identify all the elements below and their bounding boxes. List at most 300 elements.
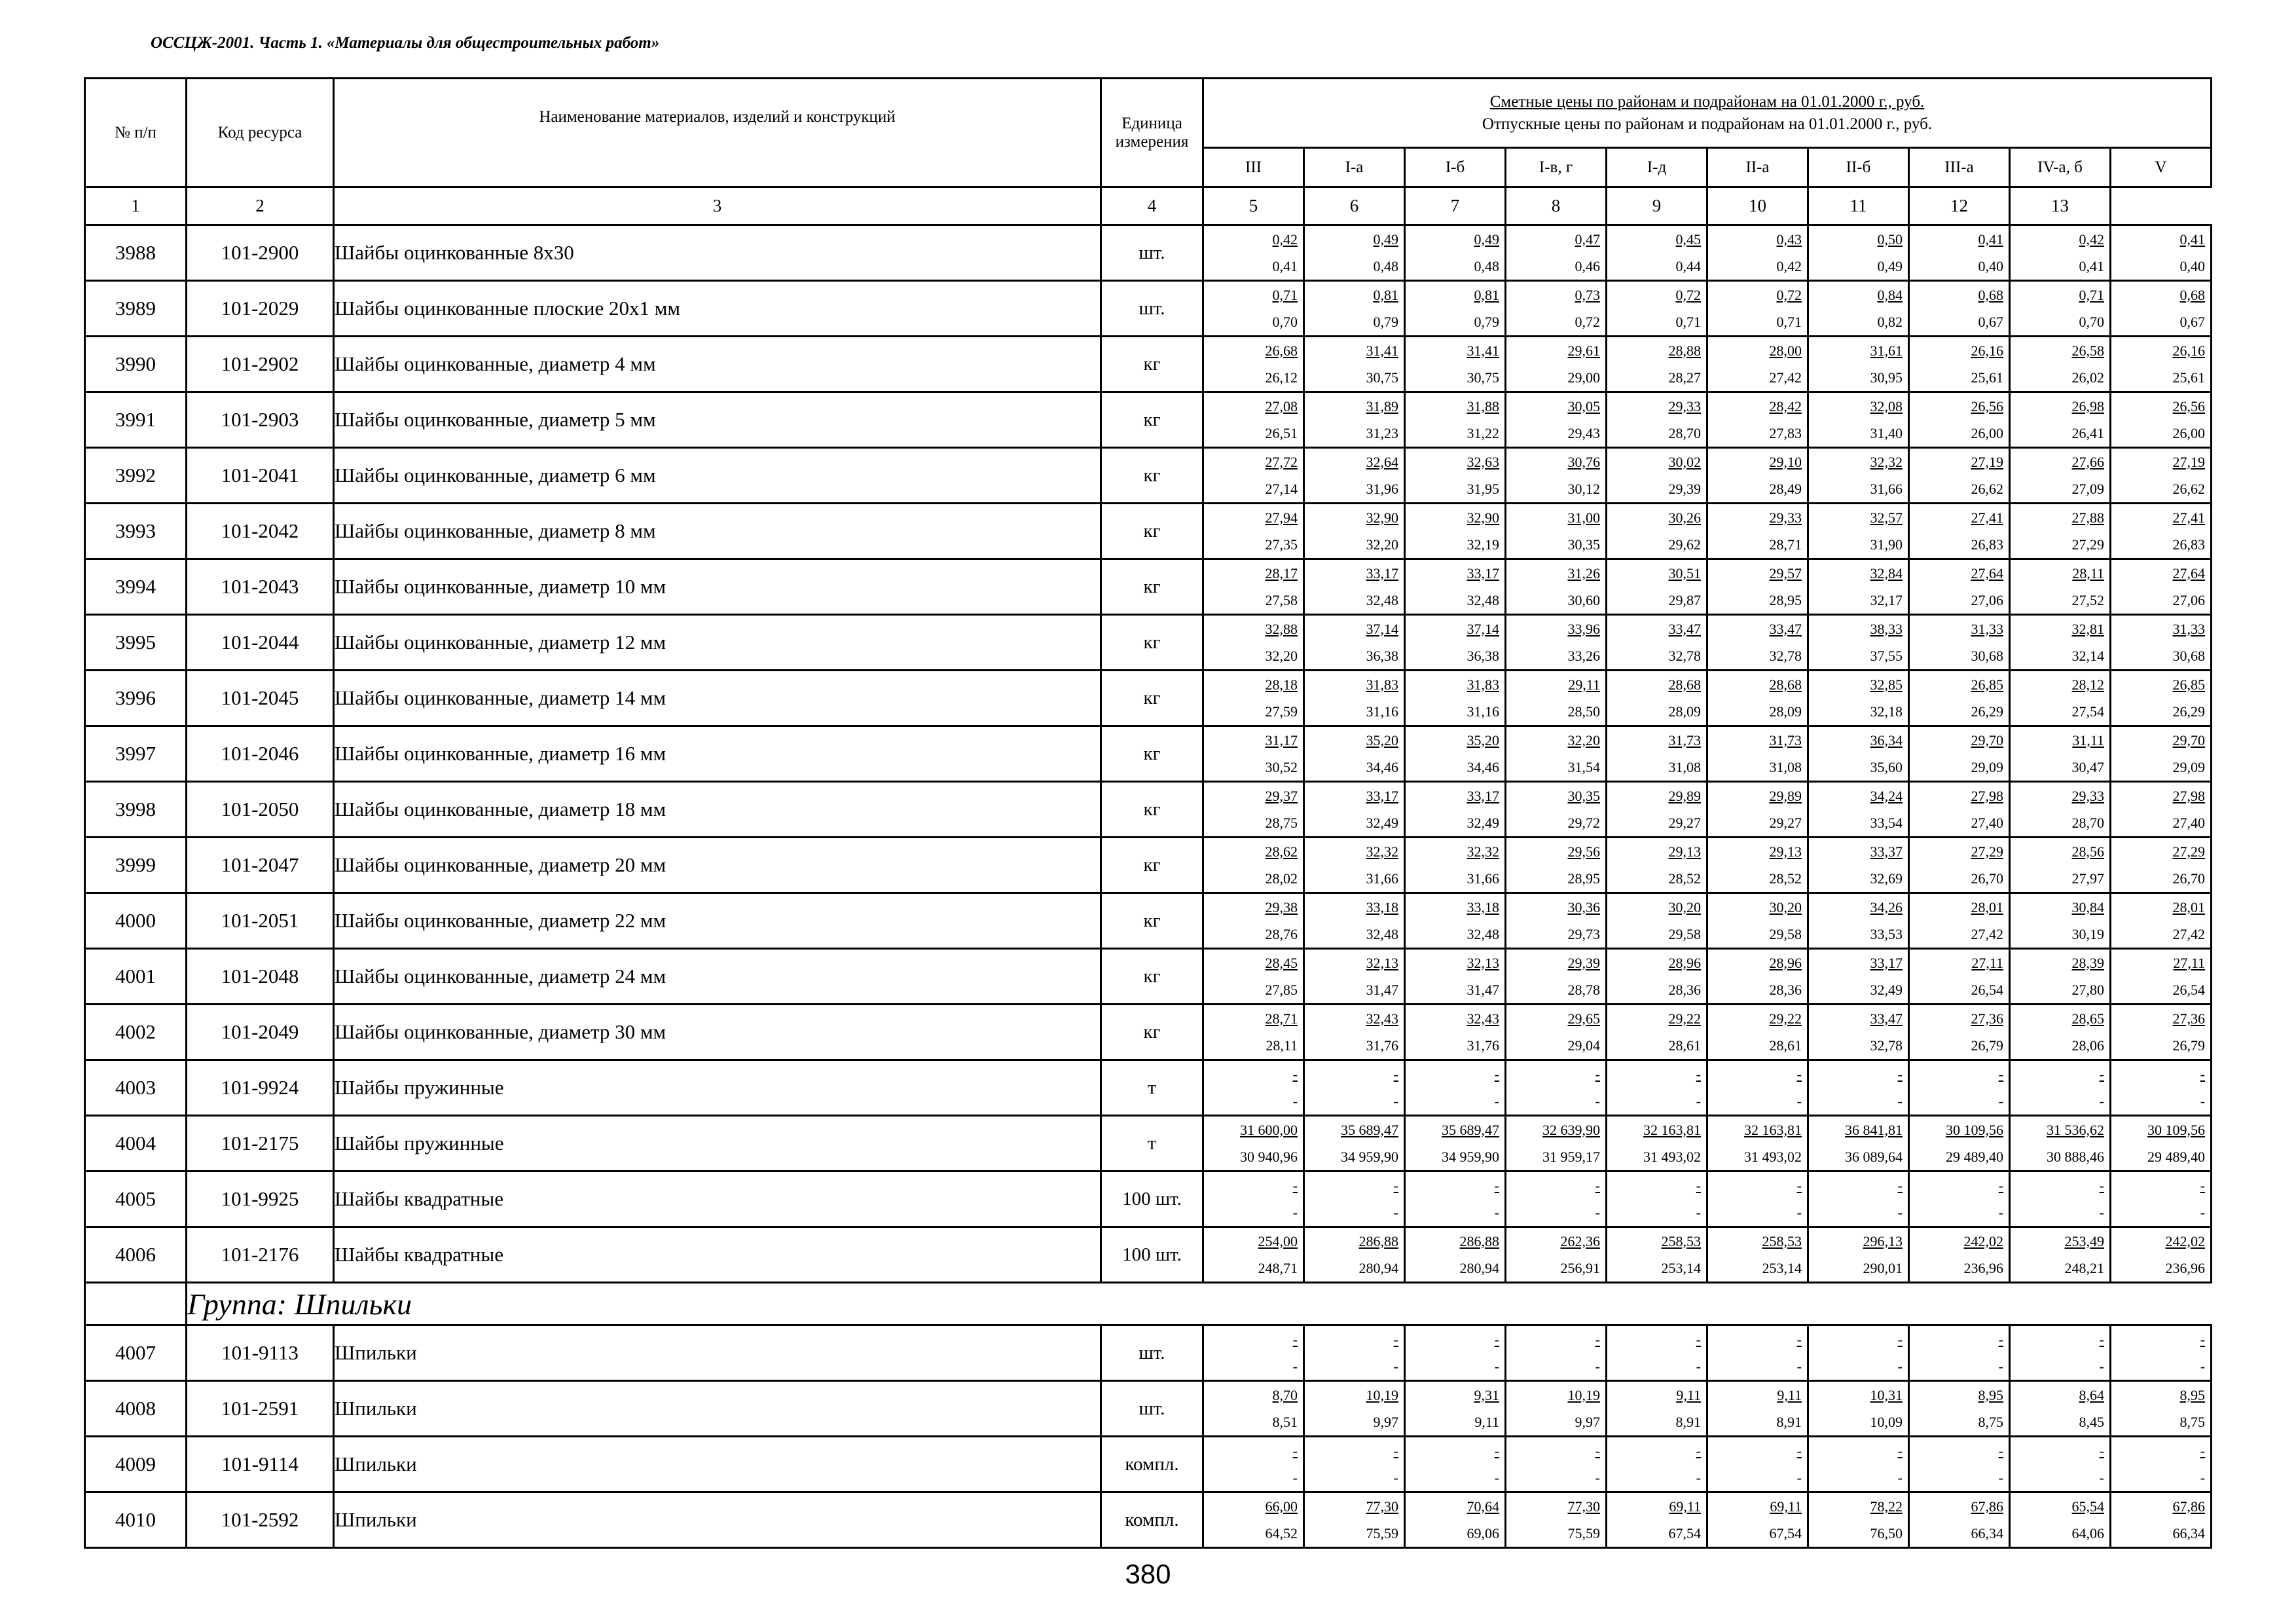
selling-price: 26,79	[2172, 1037, 2206, 1054]
estimate-price-wrap	[1809, 616, 1908, 642]
table-row	[85, 1116, 2212, 1172]
price-cell	[1909, 337, 2010, 392]
column-number: 5	[1203, 187, 1304, 225]
price-pair	[1204, 783, 1303, 836]
selling-price: 29,39	[1668, 480, 1701, 497]
price-pair	[1204, 950, 1303, 1003]
price-cell	[1909, 615, 2010, 671]
estimate-price: 30,84	[2071, 898, 2104, 915]
price-pair	[2011, 838, 2109, 892]
selling-price: 27,80	[2071, 981, 2104, 998]
price-pair	[1406, 671, 1504, 725]
selling-price: 27,42	[1769, 369, 1802, 386]
price-pair	[1809, 449, 1908, 502]
selling-price: 64,06	[2071, 1524, 2104, 1541]
estimate-price-wrap	[2011, 1116, 2109, 1143]
column-number: 8	[1506, 187, 1607, 225]
price-pair	[1506, 337, 1605, 391]
price-pair	[1607, 1228, 1706, 1282]
price-pair	[1708, 226, 1807, 280]
estimate-price-wrap	[1406, 1005, 1504, 1032]
selling-price: 28,70	[2071, 814, 2104, 831]
estimate-price-wrap	[1305, 1493, 1404, 1520]
selling-price: 28,95	[1769, 591, 1802, 608]
price-pair	[2011, 783, 2109, 836]
page-number: 380	[1125, 1559, 1171, 1589]
selling-price: 0,70	[1272, 313, 1298, 330]
price-cell	[1909, 1227, 2010, 1283]
price-pair	[1506, 1493, 1605, 1547]
price-pair	[1809, 393, 1908, 447]
estimate-price: 258,53	[1661, 1232, 1701, 1249]
estimate-price-wrap	[1910, 950, 2009, 976]
estimate-price-wrap	[1708, 282, 1807, 308]
estimate-price-wrap	[1305, 1437, 1404, 1464]
price-cell	[2010, 1492, 2111, 1548]
price-cell	[1607, 225, 1707, 281]
price-pair	[1708, 282, 1807, 335]
estimate-price-wrap	[1607, 1493, 1706, 1520]
estimate-price: 69,11	[1770, 1498, 1802, 1515]
estimate-price: -	[1897, 1331, 1903, 1348]
price-cell	[1203, 1172, 1304, 1227]
estimate-price-wrap	[1809, 950, 1908, 976]
selling-price: 28,27	[1668, 369, 1701, 386]
estimate-price: 28,42	[1769, 397, 1802, 415]
estimate-price-wrap	[1607, 1061, 1706, 1088]
resource-code: 101-2048	[187, 949, 334, 1005]
unit-of-measure: кг	[1101, 615, 1203, 671]
price-pair	[1305, 560, 1404, 614]
estimate-price-wrap	[1204, 727, 1303, 754]
estimate-price-wrap	[1506, 671, 1605, 698]
price-pair	[1406, 449, 1504, 502]
price-cell	[1909, 1437, 2010, 1492]
selling-price: 32,78	[1870, 1037, 1903, 1054]
estimate-price: 31,00	[1567, 509, 1600, 526]
region-header: I-а	[1304, 148, 1405, 187]
selling-price: 28,76	[1265, 925, 1298, 942]
price-cell	[1808, 337, 1909, 392]
price-cell	[1506, 1060, 1607, 1116]
price-cell	[2111, 1437, 2212, 1492]
column-header-name-text: Наименование материалов, изделий и конструкций	[539, 108, 896, 126]
resource-code: 101-2047	[187, 838, 334, 893]
estimate-price-wrap	[1204, 1228, 1303, 1255]
price-cell	[1707, 1116, 1808, 1172]
selling-price: 27,06	[2172, 591, 2206, 608]
selling-price: 26,70	[2172, 870, 2206, 887]
estimate-price: 31,73	[1769, 731, 1802, 748]
material-name: Шайбы пружинные	[334, 1060, 1101, 1116]
row-number: 4005	[85, 1172, 187, 1227]
price-cell	[1304, 392, 1405, 448]
estimate-price: -	[1897, 1442, 1903, 1459]
price-cell	[1607, 1227, 1707, 1283]
price-pair	[2011, 1326, 2109, 1380]
selling-price: 31,66	[1366, 870, 1398, 887]
price-pair	[1406, 1116, 1504, 1170]
estimate-price-wrap	[1607, 1116, 1706, 1143]
estimate-price: 27,64	[1971, 564, 2003, 581]
selling-price: -	[1897, 1092, 1903, 1109]
estimate-price-wrap	[1708, 894, 1807, 921]
selling-price: 27,14	[1265, 480, 1298, 497]
estimate-price-wrap	[1910, 1116, 2009, 1143]
selling-price: 29 489,40	[1946, 1148, 2003, 1165]
column-number: 7	[1405, 187, 1506, 225]
price-cell	[1506, 1437, 1607, 1492]
estimate-price-wrap	[1910, 1326, 2009, 1353]
price-cell	[1808, 1116, 1909, 1172]
estimate-price: 32 163,81	[1744, 1121, 1802, 1138]
estimate-price: 32,32	[1467, 843, 1499, 860]
price-cell	[1203, 337, 1304, 392]
estimate-price: 9,11	[1676, 1386, 1701, 1403]
estimate-price-wrap	[1406, 950, 1504, 976]
estimate-price-wrap	[2111, 671, 2210, 698]
selling-price: 29,27	[1769, 814, 1802, 831]
selling-price: 0,44	[1675, 257, 1701, 274]
price-cell	[1405, 893, 1506, 949]
selling-price: 67,54	[1668, 1524, 1701, 1541]
selling-price: 290,01	[1863, 1259, 1903, 1276]
price-cell	[1405, 392, 1506, 448]
price-pair	[1809, 1493, 1908, 1547]
resource-code: 101-2029	[187, 281, 334, 337]
estimate-price: 0,43	[1776, 231, 1802, 248]
price-pair	[2111, 727, 2210, 781]
price-cell	[2111, 782, 2212, 838]
estimate-price: 31 536,62	[2047, 1121, 2104, 1138]
estimate-price-wrap	[2111, 616, 2210, 642]
estimate-price: 242,02	[1963, 1232, 2003, 1249]
price-cell	[1405, 559, 1506, 615]
price-cell	[1808, 1227, 1909, 1283]
estimate-price-wrap	[1910, 1005, 2009, 1032]
estimate-price-wrap	[1506, 1228, 1605, 1255]
price-cell	[2111, 949, 2212, 1005]
material-name: Шпильки	[334, 1437, 1101, 1492]
estimate-price-wrap	[1809, 838, 1908, 865]
estimate-price-wrap	[1809, 1493, 1908, 1520]
price-cell	[1506, 838, 1607, 893]
estimate-price-wrap	[1406, 727, 1504, 754]
price-cell	[1909, 838, 2010, 893]
estimate-price: 28,12	[2071, 676, 2104, 693]
estimate-price: 33,47	[1870, 1010, 1903, 1027]
selling-price: 29,09	[1971, 758, 2003, 775]
selling-price: 28,61	[1769, 1037, 1802, 1054]
estimate-price-wrap	[1910, 1172, 2009, 1199]
estimate-price-wrap	[1708, 1382, 1807, 1409]
price-cell	[1405, 1437, 1506, 1492]
price-pair	[2011, 1382, 2109, 1435]
price-pair	[1204, 1061, 1303, 1115]
selling-price: 0,40	[2179, 257, 2206, 274]
column-number: 2	[187, 187, 334, 225]
price-cell	[1707, 893, 1808, 949]
estimate-price: -	[2099, 1442, 2104, 1459]
price-cell	[1405, 1227, 1506, 1283]
price-cell	[1203, 782, 1304, 838]
price-cell	[1203, 1116, 1304, 1172]
group-row	[85, 1283, 2212, 1325]
estimate-price: 31,17	[1265, 731, 1298, 748]
estimate-price-wrap	[1204, 449, 1303, 475]
price-cell	[2111, 1060, 2212, 1116]
selling-price: -	[1393, 1204, 1398, 1221]
price-pair	[1204, 449, 1303, 502]
estimate-price: 28,68	[1668, 676, 1701, 693]
row-number: 3988	[85, 225, 187, 281]
price-cell	[1607, 504, 1707, 559]
selling-price: 31,47	[1366, 981, 1398, 998]
price-pair	[1406, 1326, 1504, 1380]
table-row	[85, 559, 2212, 615]
resource-code: 101-2900	[187, 225, 334, 281]
selling-price: 28,02	[1265, 870, 1298, 887]
price-pair	[2111, 616, 2210, 669]
estimate-price-wrap	[2011, 393, 2109, 420]
estimate-price-wrap	[1506, 783, 1605, 809]
estimate-price-wrap	[2111, 1172, 2210, 1199]
price-pair	[1809, 337, 1908, 391]
estimate-price-wrap	[1910, 783, 2009, 809]
estimate-price-wrap	[2111, 1382, 2210, 1409]
estimate-price-wrap	[1607, 727, 1706, 754]
selling-price: -	[2200, 1357, 2206, 1375]
resource-code: 101-2591	[187, 1381, 334, 1437]
selling-price: 0,48	[1474, 257, 1499, 274]
material-name: Шайбы оцинкованные, диаметр 30 мм	[334, 1005, 1101, 1060]
selling-price: 34 959,90	[1442, 1148, 1499, 1165]
price-cell	[1304, 949, 1405, 1005]
unit-of-measure: шт.	[1101, 281, 1203, 337]
estimate-price: 33,17	[1870, 954, 1903, 971]
selling-price: 31,66	[1467, 870, 1499, 887]
selling-price: -	[2200, 1204, 2206, 1221]
price-cell	[2010, 1227, 2111, 1283]
price-cell	[2010, 949, 2111, 1005]
material-name: Шайбы оцинкованные, диаметр 10 мм	[334, 559, 1101, 615]
price-cell	[1405, 1381, 1506, 1437]
selling-price: 0,70	[2079, 313, 2104, 330]
estimate-price: -	[1595, 1177, 1600, 1194]
unit-of-measure: кг	[1101, 893, 1203, 949]
estimate-price-wrap	[1809, 783, 1908, 809]
price-pair	[1708, 671, 1807, 725]
selling-price: -	[1998, 1092, 2003, 1109]
row-number: 3990	[85, 337, 187, 392]
selling-price: 9,97	[1575, 1413, 1600, 1430]
price-pair	[2011, 1228, 2109, 1282]
estimate-price-wrap	[2111, 727, 2210, 754]
price-pair	[1506, 1326, 1605, 1380]
estimate-price: -	[2200, 1442, 2206, 1459]
estimate-price: 32,90	[1467, 509, 1499, 526]
price-pair	[2011, 226, 2109, 280]
estimate-price-wrap	[1406, 504, 1504, 531]
price-cell	[2010, 1172, 2111, 1227]
estimate-price: 37,14	[1366, 620, 1398, 637]
price-cell	[1405, 726, 1506, 782]
estimate-price-wrap	[1910, 1228, 2009, 1255]
estimate-price: -	[1292, 1177, 1298, 1194]
price-cell	[2111, 281, 2212, 337]
estimate-price: 26,85	[2172, 676, 2206, 693]
price-cell	[1808, 1437, 1909, 1492]
price-cell	[1203, 1005, 1304, 1060]
price-pair	[1607, 282, 1706, 335]
estimate-price: 28,68	[1769, 676, 1802, 693]
estimate-price: 31,89	[1366, 397, 1398, 415]
price-pair	[1910, 894, 2009, 948]
price-cell	[1707, 1060, 1808, 1116]
estimate-price: 28,17	[1265, 564, 1298, 581]
selling-price: 35,60	[1870, 758, 1903, 775]
price-cell	[1203, 1325, 1304, 1381]
selling-price: 26,29	[1971, 703, 2003, 720]
price-cell	[1304, 893, 1405, 949]
price-pair	[1204, 1228, 1303, 1282]
price-cell	[1909, 1325, 2010, 1381]
estimate-price: 30,05	[1567, 397, 1600, 415]
price-pair	[1204, 727, 1303, 781]
selling-price: 27,52	[2071, 591, 2104, 608]
price-cell	[2010, 1005, 2111, 1060]
unit-of-measure: кг	[1101, 504, 1203, 559]
estimate-price: 30,26	[1668, 509, 1701, 526]
estimate-price-wrap	[1204, 616, 1303, 642]
price-pair	[1204, 1326, 1303, 1380]
price-pair	[1305, 671, 1404, 725]
estimate-price: 33,17	[1366, 787, 1398, 804]
price-cell	[1808, 671, 1909, 726]
selling-price: 9,97	[1373, 1413, 1398, 1430]
price-pair	[2011, 1061, 2109, 1115]
selling-price: 28,36	[1769, 981, 1802, 998]
price-pair	[1910, 504, 2009, 558]
estimate-price-wrap	[2111, 449, 2210, 475]
resource-code: 101-2175	[187, 1116, 334, 1172]
selling-price: 37,55	[1870, 647, 1903, 664]
table-row	[85, 448, 2212, 504]
price-cell	[1607, 1437, 1707, 1492]
selling-price: 8,75	[1978, 1413, 2003, 1430]
price-cell	[1707, 838, 1808, 893]
estimate-price-wrap	[1406, 783, 1504, 809]
estimate-price-wrap	[1910, 616, 2009, 642]
price-pair	[1910, 838, 2009, 892]
unit-of-measure: кг	[1101, 782, 1203, 838]
estimate-price: 29,10	[1769, 453, 1802, 470]
estimate-price: 0,72	[1675, 286, 1701, 303]
price-cell	[1405, 1492, 1506, 1548]
estimate-price-wrap	[1809, 671, 1908, 698]
unit-of-measure: кг	[1101, 337, 1203, 392]
estimate-price: 27,98	[1971, 787, 2003, 804]
selling-price: 27,42	[1971, 925, 2003, 942]
selling-price: 28,95	[1567, 870, 1600, 887]
estimate-price: 0,81	[1373, 286, 1398, 303]
estimate-price: 33,96	[1567, 620, 1600, 637]
selling-price: 31,54	[1567, 758, 1600, 775]
estimate-price-wrap	[1305, 1228, 1404, 1255]
estimate-price: 35,20	[1467, 731, 1499, 748]
estimate-price-wrap	[2111, 337, 2210, 364]
estimate-price-wrap	[1708, 616, 1807, 642]
estimate-price: 66,00	[1265, 1498, 1298, 1515]
estimate-price: 67,86	[2172, 1498, 2206, 1515]
price-cell	[1808, 504, 1909, 559]
estimate-price: -	[1292, 1065, 1298, 1082]
price-cell	[1808, 281, 1909, 337]
selling-price: 0,40	[1978, 257, 2003, 274]
estimate-price: 29,56	[1567, 843, 1600, 860]
estimate-price: -	[1696, 1442, 1701, 1459]
estimate-price-wrap	[2111, 1326, 2210, 1353]
resource-code: 101-2051	[187, 893, 334, 949]
price-pair	[1809, 1172, 1908, 1226]
estimate-price-wrap	[1506, 1061, 1605, 1088]
region-header: III-а	[1909, 148, 2010, 187]
price-cell	[1808, 559, 1909, 615]
price-pair	[1305, 894, 1404, 948]
price-pair	[1708, 1326, 1807, 1380]
selling-price: 248,71	[1258, 1259, 1298, 1276]
price-pair	[1607, 1005, 1706, 1059]
price-pair	[1406, 1228, 1504, 1282]
selling-price: 36 089,64	[1845, 1148, 1903, 1165]
price-cell	[1808, 782, 1909, 838]
price-cell	[1707, 782, 1808, 838]
estimate-price-wrap	[1406, 1437, 1504, 1464]
price-pair	[1910, 1326, 2009, 1380]
estimate-price-wrap	[1607, 838, 1706, 865]
price-cell	[1707, 615, 1808, 671]
estimate-price-wrap	[1708, 1005, 1807, 1032]
row-number: 4003	[85, 1060, 187, 1116]
resource-code: 101-2046	[187, 726, 334, 782]
selling-price: 280,94	[1459, 1259, 1499, 1276]
selling-price: 26,54	[1971, 981, 2003, 998]
price-cell	[2111, 337, 2212, 392]
selling-price: 10,09	[1870, 1413, 1903, 1430]
resource-code: 101-2592	[187, 1492, 334, 1548]
price-pair	[1506, 560, 1605, 614]
selling-price: 32,18	[1870, 703, 1903, 720]
estimate-price: 0,42	[2079, 231, 2104, 248]
price-pair	[1708, 838, 1807, 892]
estimate-price: 32,08	[1870, 397, 1903, 415]
selling-price: 27,85	[1265, 981, 1298, 998]
selling-price: -	[1796, 1204, 1802, 1221]
unit-of-measure: т	[1101, 1116, 1203, 1172]
estimate-price-wrap	[1809, 337, 1908, 364]
estimate-price-wrap	[1506, 560, 1605, 587]
estimate-price: 30,35	[1567, 787, 1600, 804]
estimate-price-wrap	[1506, 1116, 1605, 1143]
selling-price: -	[1393, 1357, 1398, 1375]
price-cell	[2111, 838, 2212, 893]
estimate-price: 26,58	[2071, 342, 2104, 359]
estimate-price-wrap	[1406, 1228, 1504, 1255]
estimate-price-wrap	[1204, 1493, 1303, 1520]
selling-price: 28,61	[1668, 1037, 1701, 1054]
resource-code: 101-2176	[187, 1227, 334, 1283]
estimate-price-wrap	[2111, 1228, 2210, 1255]
